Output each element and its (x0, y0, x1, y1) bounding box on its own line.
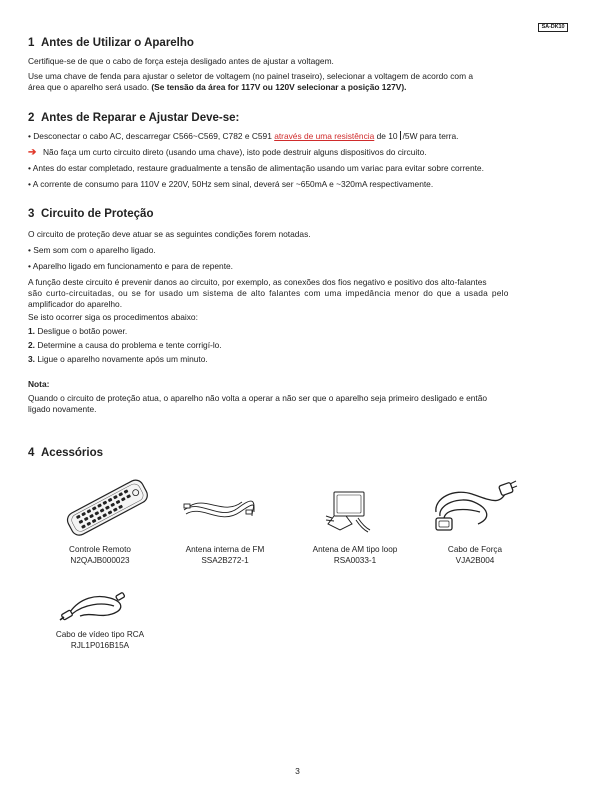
section-2-item-2: ➔ Não faça um curto circuito direto (usando uma chave), isto pode destruir alguns dispositivos do circuito. (28, 147, 427, 158)
power-cord-icon (430, 478, 518, 543)
accessory-rca-cable-code: RJL1P016B15A (70, 641, 130, 650)
section-3-intro: O circuito de proteção deve atuar se as seguintes condições forem notadas. (28, 229, 311, 239)
section-3-heading: 3 Circuito de Proteção (28, 208, 154, 220)
accessory-remote-name: Controle Remoto (69, 545, 131, 554)
condition-1: • Sem som com o aparelho ligado. (28, 245, 156, 255)
note-line-1: Quando o circuito de proteção atua, o aparelho não volta a operar a não ser que o aparelho seja primeiro desligado e então (28, 393, 488, 403)
arrow-right-icon: ➔ (28, 147, 37, 158)
accessory-am-antenna-code: RSA0033-1 (333, 556, 377, 565)
section-1-title: Antes de Utilizar o Aparelho (41, 37, 194, 49)
section-2-title: Antes de Reparar e Ajustar Deve-se: (41, 112, 240, 124)
section-protection-circuit (28, 207, 568, 415)
accessory-remote-caption (40, 544, 160, 566)
accessory-fm-antenna-code: SSA2B272-1 (201, 556, 249, 565)
accessory-am-antenna-name: Antena de AM tipo loop (312, 545, 398, 554)
section-3-paragraph-line-2: são curto-circuitadas, ou se for usado um sistema de alto falantes com uma impedância menor do que a usada pelo (28, 288, 509, 298)
note-line-2: ligado novamente. (28, 404, 97, 414)
section-1-paragraph-2-line-2: área que o aparelho será usado. (Se tensão da área for 117V ou 120V selecionar a posição 127V). (28, 82, 407, 92)
section-before-repair (28, 111, 568, 190)
fm-antenna-icon (180, 494, 258, 535)
steps-intro: Se isto ocorrer siga os procedimentos abaixo: (28, 312, 198, 322)
section-2-heading: 2 Antes de Reparar e Ajustar Deve-se: (28, 112, 240, 124)
section-2-item-1: • Desconectar o cabo AC, descarregar C566~C569, C782 e C591 através de uma resistência de 10 /5W para terra. (28, 131, 459, 141)
step-2: 2. Determine a causa do problema e tente corrigí-lo. (28, 340, 222, 350)
accessory-remote-code: N2QAJB000023 (70, 556, 130, 565)
accessory-power-cord-code: VJA2B004 (455, 556, 495, 565)
bullet-icon: • (28, 245, 34, 255)
accessory-rca-cable-name: Cabo de vídeo tipo RCA (55, 630, 145, 639)
note-label: Nota: (28, 379, 50, 389)
accessory-power-cord-caption (420, 544, 530, 566)
section-3-title: Circuito de Proteção (41, 208, 154, 220)
section-accessories (28, 446, 568, 460)
condition-2: • Aparelho ligado em funcionamento e para de repente. (28, 261, 234, 271)
page-number: 3 (295, 766, 300, 776)
model-badge: SA-DK10 (538, 23, 568, 32)
accessory-fm-antenna-caption (170, 544, 280, 566)
section-3-paragraph-line-3: amplificador do aparelho. (28, 299, 123, 309)
section-1-heading: 1 Antes de Utilizar o Aparelho (28, 37, 194, 49)
bullet-icon: • (28, 261, 33, 271)
section-2-item-3: • Antes do estar completado, restaure gradualmente a tensão de alimentação usando um variac para evitar sobre corrente. (28, 163, 484, 173)
section-3-paragraph-line-1: A função deste circuito é prevenir danos ao circuito, por exemplo, as conexões dos fios negativo e positivo dos alto-falantes (28, 277, 487, 287)
resistor-link[interactable]: através de uma resistência (274, 131, 375, 141)
section-4-heading: 4 Acessórios (28, 447, 104, 459)
accessory-rca-cable-caption (40, 629, 160, 651)
am-loop-antenna-icon (322, 488, 374, 541)
ohm-symbol-icon (400, 131, 401, 140)
rca-video-cable-icon (58, 590, 130, 631)
section-before-use (28, 36, 568, 93)
section-1-paragraph-2-line-1: Use uma chave de fenda para ajustar o seletor de voltagem (no painel traseiro), selecionar a voltagem de acordo com a (28, 71, 474, 81)
accessory-fm-antenna-name: Antena interna de FM (185, 545, 265, 554)
section-2-item-4: • A corrente de consumo para 110V e 220V, 50Hz sem sinal, deverá ser ~650mA e ~320mA respectivamente. (28, 179, 434, 189)
section-4-title: Acessórios (41, 447, 104, 459)
accessory-am-antenna-caption (300, 544, 410, 566)
step-3: 3. Ligue o aparelho novamente após um minuto. (28, 354, 208, 364)
step-1: 1. Desligue o botão power. (28, 326, 128, 336)
accessory-power-cord-name: Cabo de Força (447, 545, 503, 554)
voltage-note: (Se tensão da área for 117V ou 120V selecionar a posição 127V). (151, 82, 407, 92)
remote-control-icon (58, 478, 156, 545)
section-1-paragraph-1: Certifique-se de que o cabo de força esteja desligado antes de ajustar a voltagem. (28, 56, 334, 66)
